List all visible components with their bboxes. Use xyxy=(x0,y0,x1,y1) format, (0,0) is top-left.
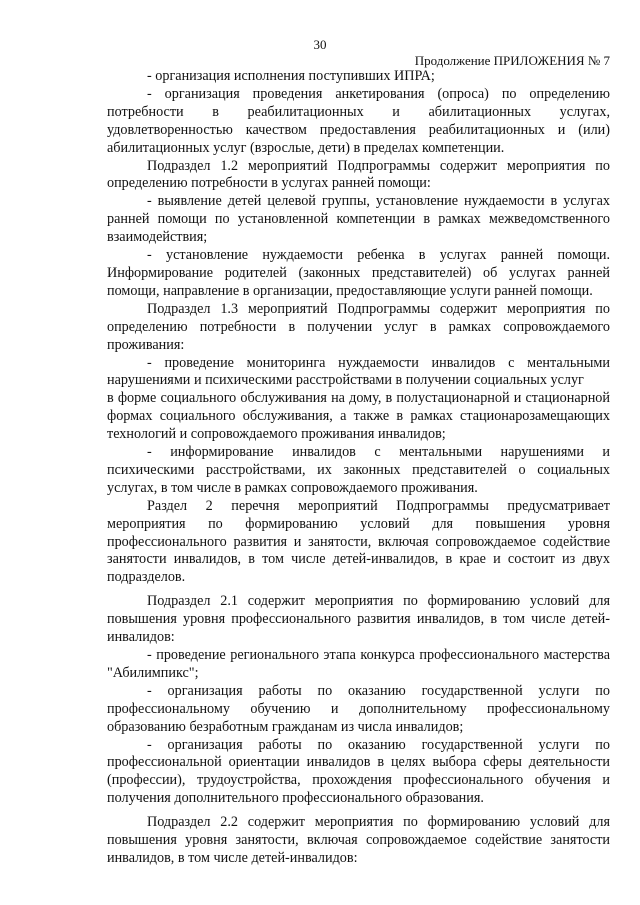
paragraph: - организация работы по оказанию государственной услуги по профессиональной ориентации инвалидов в целях выбора сферы деятельности (профессии), трудоустройства, прохождения профессионального обучения и получения дополнительного профессионального образования. xyxy=(107,736,610,807)
page-number: 30 xyxy=(313,37,327,52)
body-text xyxy=(107,68,610,868)
appendix-continuation-label: Продолжение ПРИЛОЖЕНИЯ № 7 xyxy=(414,53,610,68)
paragraph: Подраздел 2.1 содержит мероприятия по формированию условий для повышения уровня профессионального развития инвалидов, в том числе детей-инвалидов: xyxy=(107,593,610,646)
paragraph: Раздел 2 перечня мероприятий Подпрограммы предусматривает мероприятия по формированию условий для повышения уровня профессионального развития и занятости, включая сопровождаемое содействие занятости инвалидов, в том числе детей-инвалидов, в крае и состоит из двух подразделов. xyxy=(107,497,610,586)
paragraph: - организация исполнения поступивших ИПРА; xyxy=(147,68,435,84)
paragraph: - организация проведения анкетирования (опроса) по определению потребности в реабилитационных и абилитационных услугах, удовлетворенностью качеством предоставления реабилитационных и (или) абилитационных услуг (взрослые, дети) в пределах компетенции. xyxy=(107,85,610,156)
paragraph: - информирование инвалидов с ментальными нарушениями и психическими расстройствами, их законных представителей о социальных услугах, в том числе в рамках сопровождаемого проживания. xyxy=(107,444,610,496)
paragraph: Подраздел 1.3 мероприятий Подпрограммы содержит мероприятия по определению потребности в получении услуг в рамках сопровождаемого проживания: xyxy=(107,300,610,353)
paragraph: - выявление детей целевой группы, установление нуждаемости в услугах ранней помощи по установленной компетенции в рамках межведомственного взаимодействия; xyxy=(107,193,610,246)
paragraph: в форме социального обслуживания на дому, в полустационарной и стационарной формах социального обслуживания, а также в рамках стационарозамещающих технологий и сопровождаемого проживания инвалидов; xyxy=(107,390,610,443)
paragraph: - проведение мониторинга нуждаемости инвалидов с ментальными нарушениями и психическими расстройствами в получении социальных услуг xyxy=(107,354,610,389)
paragraph: - организация работы по оказанию государственной услуги по профессиональному обучению и дополнительному профессиональному образованию безработным гражданам из числа инвалидов; xyxy=(107,682,610,735)
paragraph: - установление нуждаемости ребенка в услугах ранней помощи. Информирование родителей (законных представителей) об услугах ранней помощи, направление в организации, предоставляющие услуги ранней помощи. xyxy=(107,247,610,299)
paragraph: - проведение регионального этапа конкурса профессионального мастерства "Абилимпикс"; xyxy=(107,647,610,681)
paragraph: Подраздел 1.2 мероприятий Подпрограммы содержит мероприятия по определению потребности в услугах ранней помощи: xyxy=(107,157,610,192)
paragraph: Подраздел 2.2 содержит мероприятия по формированию условий для повышения уровня занятости, включая сопровождаемое содействие занятости инвалидов, в том числе детей-инвалидов: xyxy=(107,814,610,866)
